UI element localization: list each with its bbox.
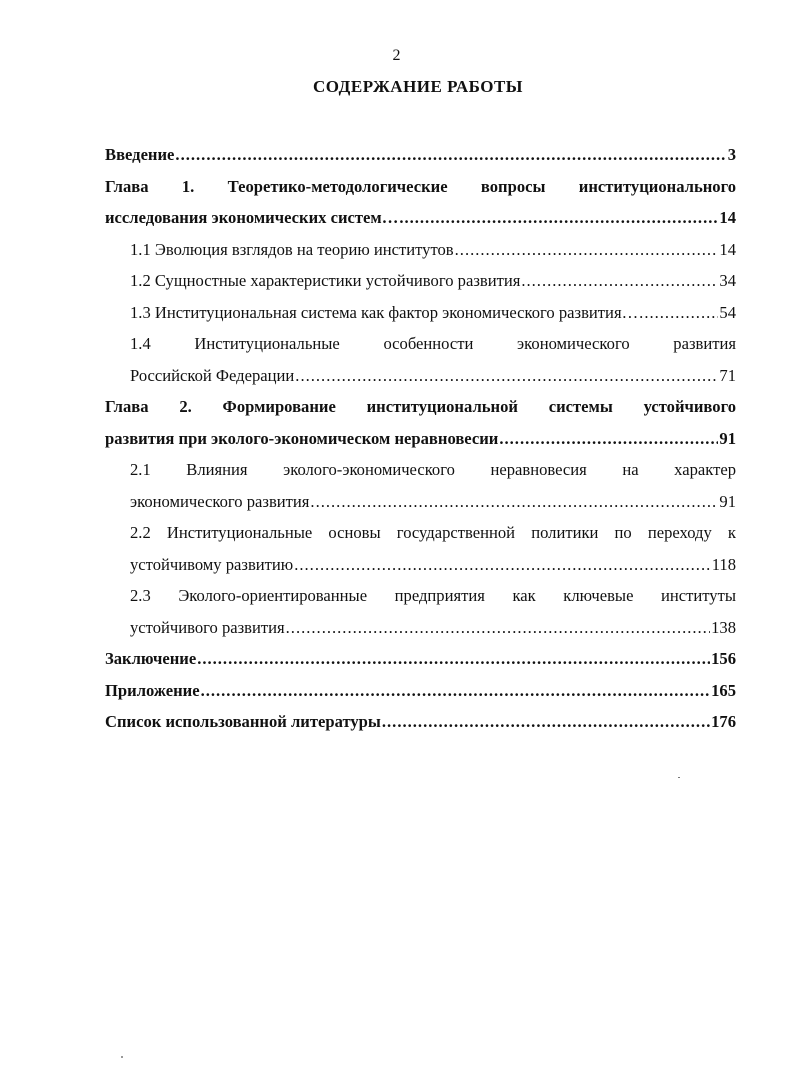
toc-page-number: 156	[711, 649, 736, 668]
scan-speck	[121, 1056, 123, 1058]
dot-leader	[455, 234, 719, 266]
toc-entry-label: 1.1 Эволюция взглядов на теорию институтов	[130, 239, 454, 259]
toc-page-number: 138	[711, 617, 736, 637]
toc-entry-label: исследования экономических систем…	[105, 208, 399, 227]
toc-entry-label: экономического развития	[130, 491, 310, 511]
scan-speck	[678, 777, 680, 778]
toc-entry-2-3[interactable]: 2.3 Эколого-ориентированные предприятия как ключевые институты	[130, 586, 736, 605]
toc-entry-1-3[interactable]	[130, 297, 736, 329]
toc-page-number: 54	[719, 302, 736, 322]
toc-entry-references[interactable]	[105, 706, 736, 738]
toc-entry-label: развития при эколого-экономическом неравновесии	[105, 428, 499, 448]
toc-entry-2-2-end[interactable]	[130, 549, 736, 581]
toc-page-number: 14	[719, 208, 736, 227]
toc-entry-2-3-end[interactable]	[130, 612, 736, 644]
dot-leader	[499, 423, 718, 455]
toc-entry-appendix[interactable]	[105, 675, 736, 707]
toc-page-number: 118	[711, 554, 736, 574]
page-title: СОДЕРЖАНИЕ РАБОТЫ	[313, 77, 523, 96]
toc-page-number: 165	[711, 680, 736, 700]
toc-entry-label: Заключение	[105, 649, 197, 668]
toc-entry-intro[interactable]	[105, 139, 736, 171]
toc-page-number: 71	[719, 365, 736, 385]
dot-leader	[294, 549, 711, 581]
dot-leader	[382, 706, 710, 738]
toc-chapter-2-title[interactable]: Глава 2. Формирование институциональной системы устойчивого	[105, 397, 736, 416]
toc-entry-2-1[interactable]: 2.1 Влияния эколого-экономического неравновесия на характер	[130, 460, 736, 479]
toc-entry-label: Российской Федерации	[130, 365, 295, 385]
dot-leader	[310, 486, 718, 518]
toc-chapter-1-title-end[interactable]	[105, 202, 736, 234]
toc-page-number: 34	[719, 271, 736, 290]
toc-entry-label: Приложение	[105, 680, 200, 700]
toc-entry-label: 1.2 Сущностные характеристики устойчивого развития	[130, 271, 521, 290]
toc-entry-1-4[interactable]: 1.4 Институциональные особенности экономического развития	[130, 334, 736, 353]
toc-page-number: 3	[727, 145, 736, 164]
toc-entry-label: устойчивому развитию	[130, 554, 294, 574]
dot-leader	[295, 360, 718, 392]
toc-page-number: 176	[711, 712, 736, 731]
page-number: 2	[392, 47, 401, 64]
table-of-contents	[105, 139, 736, 738]
toc-chapter-2-title-end[interactable]	[105, 423, 736, 455]
toc-entry-1-4-end[interactable]	[130, 360, 736, 392]
dot-leader	[197, 643, 710, 675]
dot-leader	[286, 612, 710, 644]
dot-leader	[639, 297, 718, 329]
toc-entry-label: устойчивого развития	[130, 617, 285, 637]
toc-entry-label: Список использованной литературы	[105, 712, 381, 731]
toc-chapter-1-title[interactable]: Глава 1. Теоретико-методологические вопросы институционального	[105, 176, 736, 196]
toc-entry-label: Введение	[105, 145, 175, 164]
toc-page-number: 91	[719, 491, 736, 511]
dot-leader	[399, 202, 718, 234]
toc-entry-2-1-end[interactable]	[130, 486, 736, 518]
toc-entry-conclusion[interactable]	[105, 643, 736, 675]
toc-page-number: 91	[719, 428, 736, 448]
dot-leader	[521, 265, 718, 297]
dot-leader	[175, 139, 726, 171]
toc-entry-2-2[interactable]: 2.2 Институциональные основы государственной политики по переходу к	[130, 523, 736, 542]
toc-page-number: 14	[719, 239, 736, 259]
toc-entry-1-1[interactable]	[130, 234, 736, 266]
toc-entry-label: 1.3 Институциональная система как фактор экономического развития…	[130, 302, 639, 322]
dot-leader	[201, 675, 711, 707]
toc-entry-1-2[interactable]	[130, 265, 736, 297]
